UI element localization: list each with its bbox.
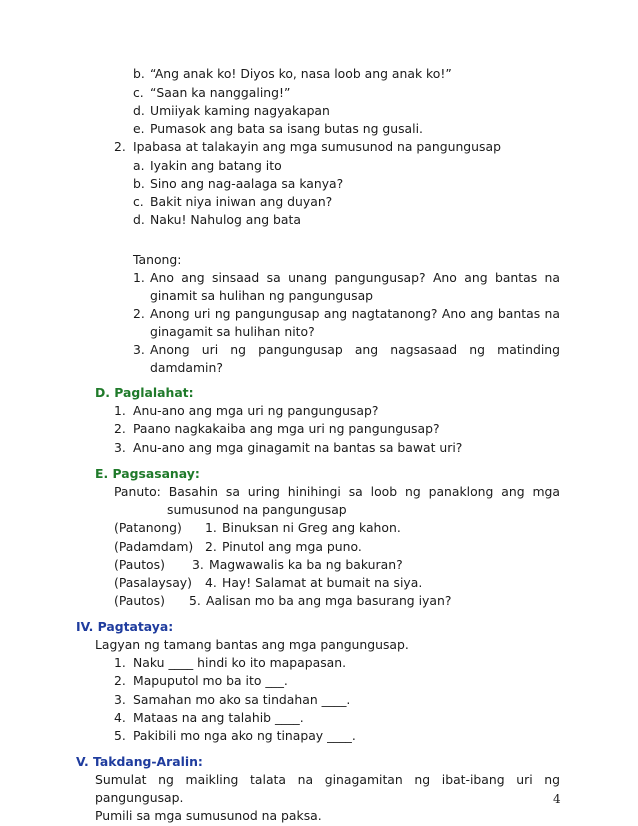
list-item: 2. — [133, 306, 145, 321]
list-item: 1. Naku ____ hindi ko ito mapapasan. — [114, 655, 347, 670]
list-item: (Pautos) 3. Magwawalis ka ba ng bakuran? — [114, 557, 403, 572]
question-text: ginamit sa hulihan ng pangungusap — [150, 288, 374, 303]
list-item: b. “Ang anak ko! Diyos ko, nasa loob ang anak ko!” — [133, 66, 452, 81]
section-v-text: Sumulat ng maikling talata na ginagamitan ng ibat-ibang uri ng — [95, 772, 560, 787]
list-item: b. Sino ang nag-aalaga sa kanya? — [133, 176, 344, 191]
question-text: ginagamit sa hulihan nito? — [150, 324, 315, 339]
list-item: 2. Mapuputol mo ba ito ___. — [114, 673, 288, 688]
list-item: d. Umiiyak kaming nagyakapan — [133, 103, 330, 118]
question-text: damdamin? — [150, 360, 223, 375]
list-item: 3. Samahan mo ako sa tindahan ____. — [114, 692, 351, 707]
list-item: a. Iyakin ang batang ito — [133, 158, 282, 173]
list-item: 4. Mataas na ang talahib ____. — [114, 710, 304, 725]
list-item: d. Naku! Nahulog ang bata — [133, 212, 301, 227]
list-item: (Pautos) 5. Aalisan mo ba ang mga basurang iyan? — [114, 593, 452, 608]
question-text: Anong uri ng pangungusap ang nagtatanong? Ano ang bantas na — [150, 306, 560, 321]
list-item: 5. Pakibili mo nga ako ng tinapay ____. — [114, 728, 356, 743]
list-item: 1. Anu-ano ang mga uri ng pangungusap? — [114, 403, 379, 418]
panuto-text: Panuto: Basahin sa uring hinihingi sa loob ng panaklong ang mga — [114, 484, 560, 499]
list-item: (Patanong) 1. Binuksan ni Greg ang kahon. — [114, 520, 401, 535]
section-e-heading: E. Pagsasanay: — [95, 466, 200, 481]
list-item: 2. Ipabasa at talakayin ang mga sumusunod na pangungusap — [114, 139, 501, 154]
question-text: Anong uri ng pangungusap ang nagsasaad ng matinding — [150, 342, 560, 357]
section-d-heading: D. Paglalahat: — [95, 385, 194, 400]
list-item: 3. — [133, 342, 145, 357]
section-iv-intro: Lagyan ng tamang bantas ang mga pangungusap. — [95, 637, 409, 652]
list-item: e. Pumasok ang bata sa isang butas ng gusali. — [133, 121, 423, 136]
section-iv-heading: IV. Pagtataya: — [76, 619, 174, 634]
list-item: (Pasalaysay) 4. Hay! Salamat at bumait na siya. — [114, 575, 423, 590]
tanong-label: Tanong: — [133, 252, 182, 267]
panuto-text: sumusunod na pangungusap — [167, 502, 347, 517]
list-item: c. Bakit niya iniwan ang duyan? — [133, 194, 333, 209]
list-item: 3. Anu-ano ang mga ginagamit na bantas sa bawat uri? — [114, 440, 463, 455]
question-text: Ano ang sinsaad sa unang pangungusap? Ano ang bantas na — [150, 270, 560, 285]
section-v-heading: V. Takdang-Aralin: — [76, 754, 203, 769]
list-item: c. “Saan ka nanggaling!” — [133, 85, 291, 100]
list-item: 2. Paano nagkakaiba ang mga uri ng pangungusap? — [114, 421, 440, 436]
section-v-text: Pumili sa mga sumusunod na paksa. — [95, 808, 322, 823]
list-item: (Padamdam) 2. Pinutol ang mga puno. — [114, 539, 362, 554]
list-item: 1. — [133, 270, 145, 285]
page-number: 4 — [553, 792, 561, 806]
section-v-text: pangungusap. — [95, 790, 184, 805]
